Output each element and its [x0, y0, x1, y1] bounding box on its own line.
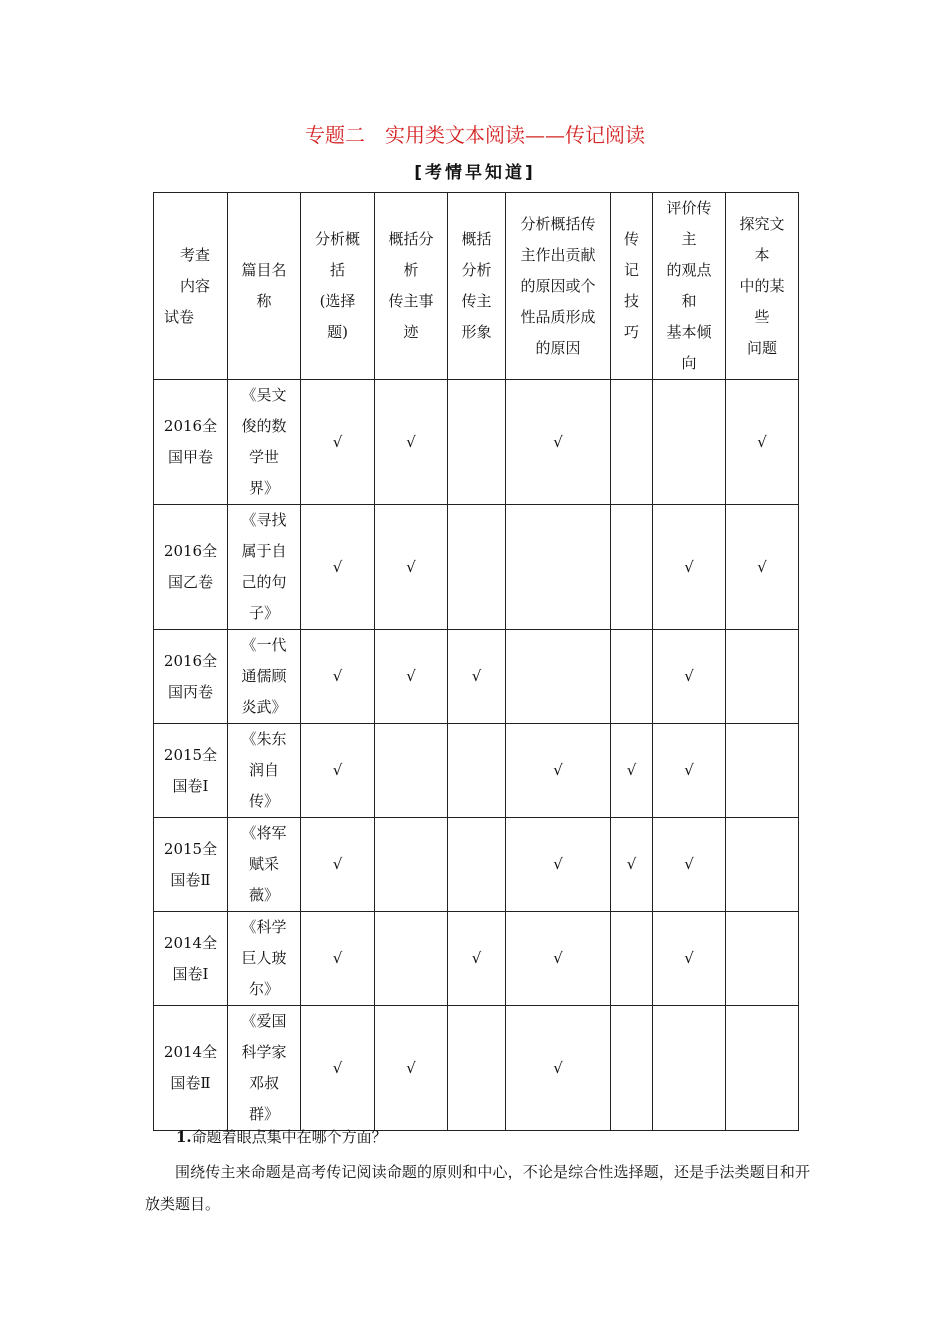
column-header: [375, 193, 448, 380]
check-cell: [611, 1006, 653, 1131]
check-cell: [653, 1006, 726, 1131]
check-mark-icon: √: [684, 761, 694, 779]
column-header: [726, 193, 799, 380]
check-cell: [301, 1006, 375, 1131]
check-mark-icon: √: [406, 432, 416, 451]
check-cell: [726, 1006, 799, 1131]
exam-paper-cell: [154, 818, 228, 912]
table-row: [154, 380, 799, 505]
exam-paper-cell: [154, 724, 228, 818]
check-cell: [375, 1006, 448, 1131]
article-title-label: 《科学 巨人玻 尔》: [241, 918, 287, 998]
article-title-label: 《寻找 属于自 己的句 子》: [241, 511, 287, 622]
check-mark-icon: √: [553, 855, 563, 873]
article-title-label: 《吴文 俊的数 学世 界》: [241, 386, 287, 497]
check-cell: [611, 724, 653, 818]
corner-label-bottom: 试卷: [164, 307, 195, 326]
check-mark-icon: √: [626, 855, 637, 873]
table-row: [154, 505, 799, 630]
check-mark-icon: √: [684, 557, 694, 576]
question-text: 命题着眼点集中在哪个方面？: [191, 1128, 387, 1146]
exam-paper-cell: [154, 912, 228, 1006]
table-row: [154, 912, 799, 1006]
column-header-label: 概括 分析 传主 形象: [461, 230, 492, 341]
article-title-label: 《将军 赋采 薇》: [241, 824, 287, 904]
check-cell: [375, 724, 448, 818]
article-title-cell: [228, 630, 301, 724]
exam-paper-cell: [154, 1006, 228, 1131]
column-header-label: 篇目名 称: [241, 261, 287, 310]
check-mark-icon: √: [553, 761, 563, 779]
table-row: [154, 818, 799, 912]
check-mark-icon: √: [684, 855, 694, 873]
column-header: [301, 193, 375, 380]
check-cell: [726, 912, 799, 1006]
exam-paper-label: 2016全 国甲卷: [163, 417, 218, 466]
check-cell: [653, 505, 726, 630]
column-header: [506, 193, 611, 380]
check-cell: [653, 630, 726, 724]
check-mark-icon: √: [406, 557, 416, 576]
check-cell: [611, 818, 653, 912]
table-body: [154, 380, 799, 1131]
check-mark-icon: √: [332, 949, 343, 967]
check-cell: [506, 1006, 611, 1131]
check-cell: [726, 505, 799, 630]
article-title-cell: [228, 818, 301, 912]
exam-paper-label: 2014全 国卷Ⅱ: [163, 1043, 218, 1092]
check-cell: [448, 1006, 506, 1131]
article-title-cell: [228, 380, 301, 505]
article-title-cell: [228, 724, 301, 818]
check-cell: [611, 912, 653, 1006]
column-header-label: 传 记 技 巧: [623, 230, 639, 341]
check-cell: [375, 505, 448, 630]
check-mark-icon: √: [332, 1058, 343, 1077]
exam-paper-cell: [154, 505, 228, 630]
article-title-label: 《朱东 润自 传》: [241, 730, 287, 810]
check-cell: [301, 912, 375, 1006]
column-header-label: 探究文 本 中的某 些 问题: [739, 214, 785, 357]
check-cell: [375, 630, 448, 724]
question-line: [176, 1124, 387, 1150]
check-cell: [448, 630, 506, 724]
table-row: [154, 1006, 799, 1131]
check-mark-icon: √: [406, 667, 416, 685]
exam-paper-label: 2016全 国乙卷: [163, 542, 218, 591]
exam-paper-label: 2016全 国丙卷: [163, 651, 218, 701]
check-cell: [653, 818, 726, 912]
check-mark-icon: √: [626, 761, 637, 779]
check-cell: [448, 505, 506, 630]
check-cell: [301, 630, 375, 724]
column-header-label: 评价传 主 的观点 和 基本倾 向: [666, 199, 712, 372]
check-mark-icon: √: [757, 432, 767, 451]
article-title-cell: [228, 912, 301, 1006]
column-header-label: 概括分 析 传主事 迹: [388, 230, 434, 341]
check-cell: [506, 818, 611, 912]
table-row: [154, 630, 799, 724]
check-cell: [506, 380, 611, 505]
column-header: [448, 193, 506, 380]
article-title-label: 《爱国 科学家 邓叔 群》: [241, 1012, 287, 1123]
check-mark-icon: √: [553, 949, 563, 967]
question-number: 1.: [176, 1128, 192, 1146]
check-cell: [301, 505, 375, 630]
corner-header-cell: [154, 193, 228, 380]
check-cell: [726, 818, 799, 912]
exam-paper-label: 2015全 国卷Ⅰ: [163, 745, 218, 795]
check-mark-icon: √: [553, 1058, 563, 1077]
check-cell: [375, 380, 448, 505]
check-cell: [726, 380, 799, 505]
check-cell: [506, 630, 611, 724]
corner-label-middle: 内容: [180, 276, 211, 295]
check-cell: [611, 505, 653, 630]
check-cell: [653, 912, 726, 1006]
check-cell: [448, 818, 506, 912]
check-mark-icon: √: [471, 667, 482, 685]
check-mark-icon: √: [684, 949, 694, 967]
check-cell: [653, 380, 726, 505]
article-title-cell: [228, 505, 301, 630]
check-mark-icon: √: [757, 557, 767, 576]
check-cell: [448, 724, 506, 818]
corner-label-top: 考查: [180, 245, 211, 264]
exam-paper-cell: [154, 630, 228, 724]
exam-paper-label: 2015全 国卷Ⅱ: [163, 839, 218, 889]
exam-analysis-table: [153, 192, 799, 1131]
page-title: 专题二 实用类文本阅读——传记阅读: [305, 123, 645, 147]
check-cell: [448, 380, 506, 505]
check-cell: [653, 724, 726, 818]
check-cell: [611, 380, 653, 505]
column-header: [611, 193, 653, 380]
check-cell: [726, 630, 799, 724]
check-cell: [611, 630, 653, 724]
section-subtitle: [考情早知道]: [414, 163, 536, 183]
check-mark-icon: √: [332, 855, 343, 873]
check-mark-icon: √: [332, 557, 343, 576]
column-header: [653, 193, 726, 380]
check-cell: [375, 912, 448, 1006]
answer-paragraph: 围绕传主来命题是高考传记阅读命题的原则和中心，不论是综合性选择题，还是手法类题目和开放类题目。: [145, 1163, 810, 1213]
exam-paper-cell: [154, 380, 228, 505]
check-mark-icon: √: [332, 667, 343, 685]
column-header-label: 分析概 括 (选择 题): [314, 230, 360, 341]
check-mark-icon: √: [332, 761, 343, 779]
check-mark-icon: √: [684, 667, 694, 685]
check-cell: [506, 505, 611, 630]
check-mark-icon: √: [471, 949, 482, 967]
check-mark-icon: √: [332, 432, 343, 451]
check-cell: [301, 724, 375, 818]
check-cell: [506, 724, 611, 818]
check-mark-icon: √: [406, 1058, 416, 1077]
table-row: [154, 724, 799, 818]
article-title-label: 《一代 通儒顾 炎武》: [241, 636, 287, 716]
check-cell: [301, 380, 375, 505]
check-mark-icon: √: [553, 432, 563, 451]
article-title-cell: [228, 1006, 301, 1131]
check-cell: [375, 818, 448, 912]
check-cell: [448, 912, 506, 1006]
check-cell: [301, 818, 375, 912]
check-cell: [506, 912, 611, 1006]
column-header-label: 分析概括传 主作出贡献 的原因或个 性品质形成 的原因: [520, 214, 596, 357]
table-header-row: [154, 193, 799, 380]
exam-paper-label: 2014全 国卷Ⅰ: [163, 933, 218, 983]
check-cell: [726, 724, 799, 818]
column-header: [228, 193, 301, 380]
